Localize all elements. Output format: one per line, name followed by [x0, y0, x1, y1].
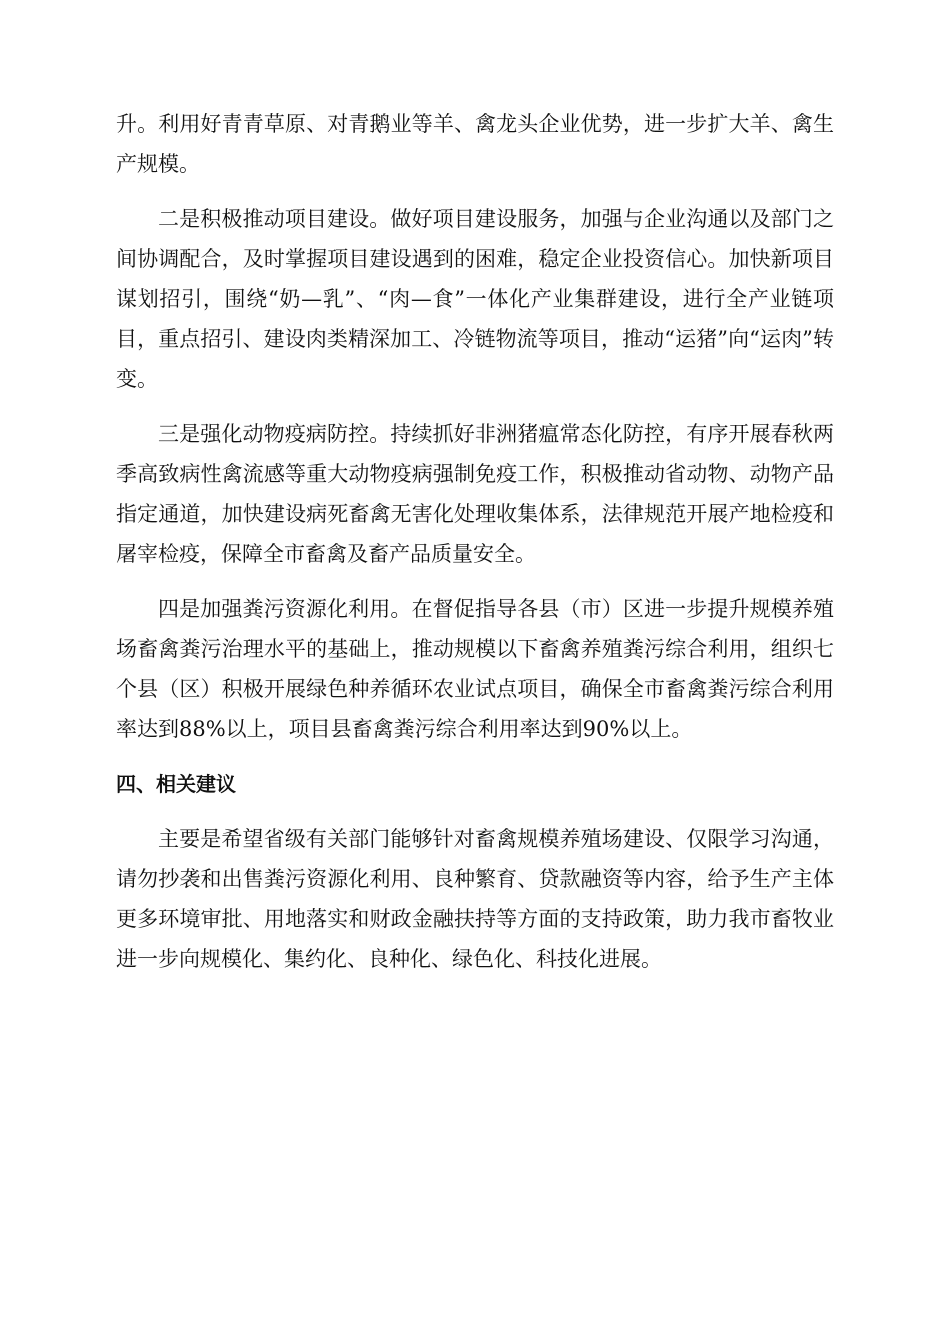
section-heading: 四、相关建议 [116, 772, 236, 796]
paragraph-continuation: 升。利用好青青草原、对青鹅业等羊、禽龙头企业优势，进一步扩大羊、禽生产规模。 [116, 112, 834, 176]
paragraph-project-construction: 二是积极推动项目建设。做好项目建设服务，加强与企业沟通以及部门之间协调配合，及时掌握项目建设遇到的困难，稳定企业投资信心。加快新项目谋划招引，围绕“奶—乳”、“肉—食”一体化产业集群建设，进行全产业链项目，重点招引、建设肉类精深加工、冷链物流等项目，推动“运猪”向“运肉”转变。 [116, 207, 834, 391]
document-body [116, 104, 834, 994]
paragraph-disease-control: 三是强化动物疫病防控。持续抓好非洲猪瘟常态化防控，有序开展春秋两季高致病性禽流感等重大动物疫病强制免疫工作，积极推动省动物、动物产品指定通道，加快建设病死畜禽无害化处理收集体系，法律规范开展产地检疫和屠宰检疫，保障全市畜禽及畜产品质量安全。 [116, 422, 834, 566]
paragraph-recommendations: 主要是希望省级有关部门能够针对畜禽规模养殖场建设、仅限学习沟通，请勿抄袭和出售粪污资源化利用、良种繁育、贷款融资等内容，给予生产主体更多环境审批、用地落实和财政金融扶持等方面的支持政策，助力我市畜牧业进一步向规模化、集约化、良种化、绿色化、科技化进展。 [116, 827, 834, 971]
paragraph-manure-utilization: 四是加强粪污资源化利用。在督促指导各县（市）区进一步提升规模养殖场畜禽粪污治理水平的基础上，推动规模以下畜禽养殖粪污综合利用，组织七个县（区）积极开展绿色种养循环农业试点项目，确保全市畜禽粪污综合利用率达到88%以上，项目县畜禽粪污综合利用率达到90%以上。 [116, 597, 834, 741]
